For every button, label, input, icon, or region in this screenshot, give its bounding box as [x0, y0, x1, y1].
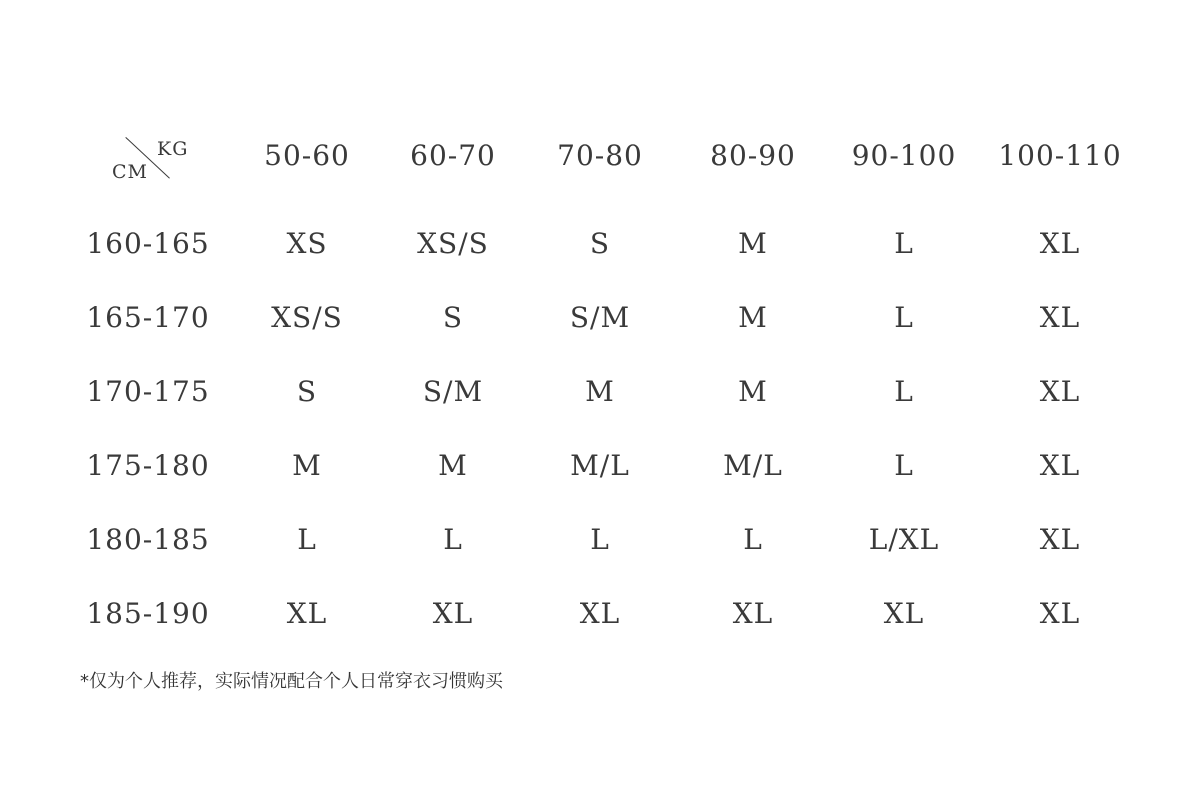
size-cell: S: [442, 301, 464, 334]
size-cell: L: [743, 523, 763, 556]
size-cell: XL: [1039, 301, 1081, 334]
column-header: 90-100: [851, 139, 957, 172]
size-cell: M/L: [723, 449, 783, 482]
size-cell: XL: [1039, 449, 1081, 482]
row-header: 160-165: [86, 227, 210, 260]
weight-unit-label: KG: [157, 138, 189, 160]
size-cell: XL: [432, 597, 474, 630]
size-cell: L: [894, 449, 914, 482]
size-cell: XL: [732, 597, 774, 630]
column-header: 50-60: [264, 139, 350, 172]
size-cell: XL: [286, 597, 328, 630]
size-cell: M: [738, 227, 768, 260]
size-cell: M: [738, 375, 768, 408]
row-header: 170-175: [86, 375, 210, 408]
column-header: 80-90: [710, 139, 796, 172]
size-cell: L: [443, 523, 463, 556]
column-header: 100-110: [998, 139, 1122, 172]
size-cell: XS: [286, 227, 328, 260]
size-cell: XL: [883, 597, 925, 630]
row-header: 165-170: [86, 301, 210, 334]
size-cell: L: [297, 523, 317, 556]
column-header: 60-70: [410, 139, 496, 172]
size-cell: M: [438, 449, 468, 482]
size-cell: M/L: [570, 449, 630, 482]
size-cell: S/M: [569, 301, 631, 334]
size-cell: L: [590, 523, 610, 556]
size-cell: S: [589, 227, 611, 260]
table-corner-header: [100, 130, 200, 190]
row-header: 180-185: [86, 523, 210, 556]
column-header: 70-80: [557, 139, 643, 172]
size-cell: XS/S: [271, 301, 343, 334]
size-cell: XS/S: [417, 227, 489, 260]
size-cell: XL: [1039, 597, 1081, 630]
size-cell: L/XL: [868, 523, 940, 556]
size-cell: XL: [1039, 523, 1081, 556]
size-cell: XL: [579, 597, 621, 630]
size-cell: XL: [1039, 375, 1081, 408]
size-cell: S: [296, 375, 318, 408]
size-cell: L: [894, 227, 914, 260]
size-cell: M: [585, 375, 615, 408]
footnote: *仅为个人推荐，实际情况配合个人日常穿衣习惯购买: [80, 671, 503, 692]
size-cell: L: [894, 375, 914, 408]
size-cell: M: [292, 449, 322, 482]
size-cell: S/M: [422, 375, 484, 408]
height-unit-label: CM: [112, 161, 148, 183]
row-header: 185-190: [86, 597, 210, 630]
size-cell: XL: [1039, 227, 1081, 260]
row-header: 175-180: [86, 449, 210, 482]
size-cell: M: [738, 301, 768, 334]
size-cell: L: [894, 301, 914, 334]
